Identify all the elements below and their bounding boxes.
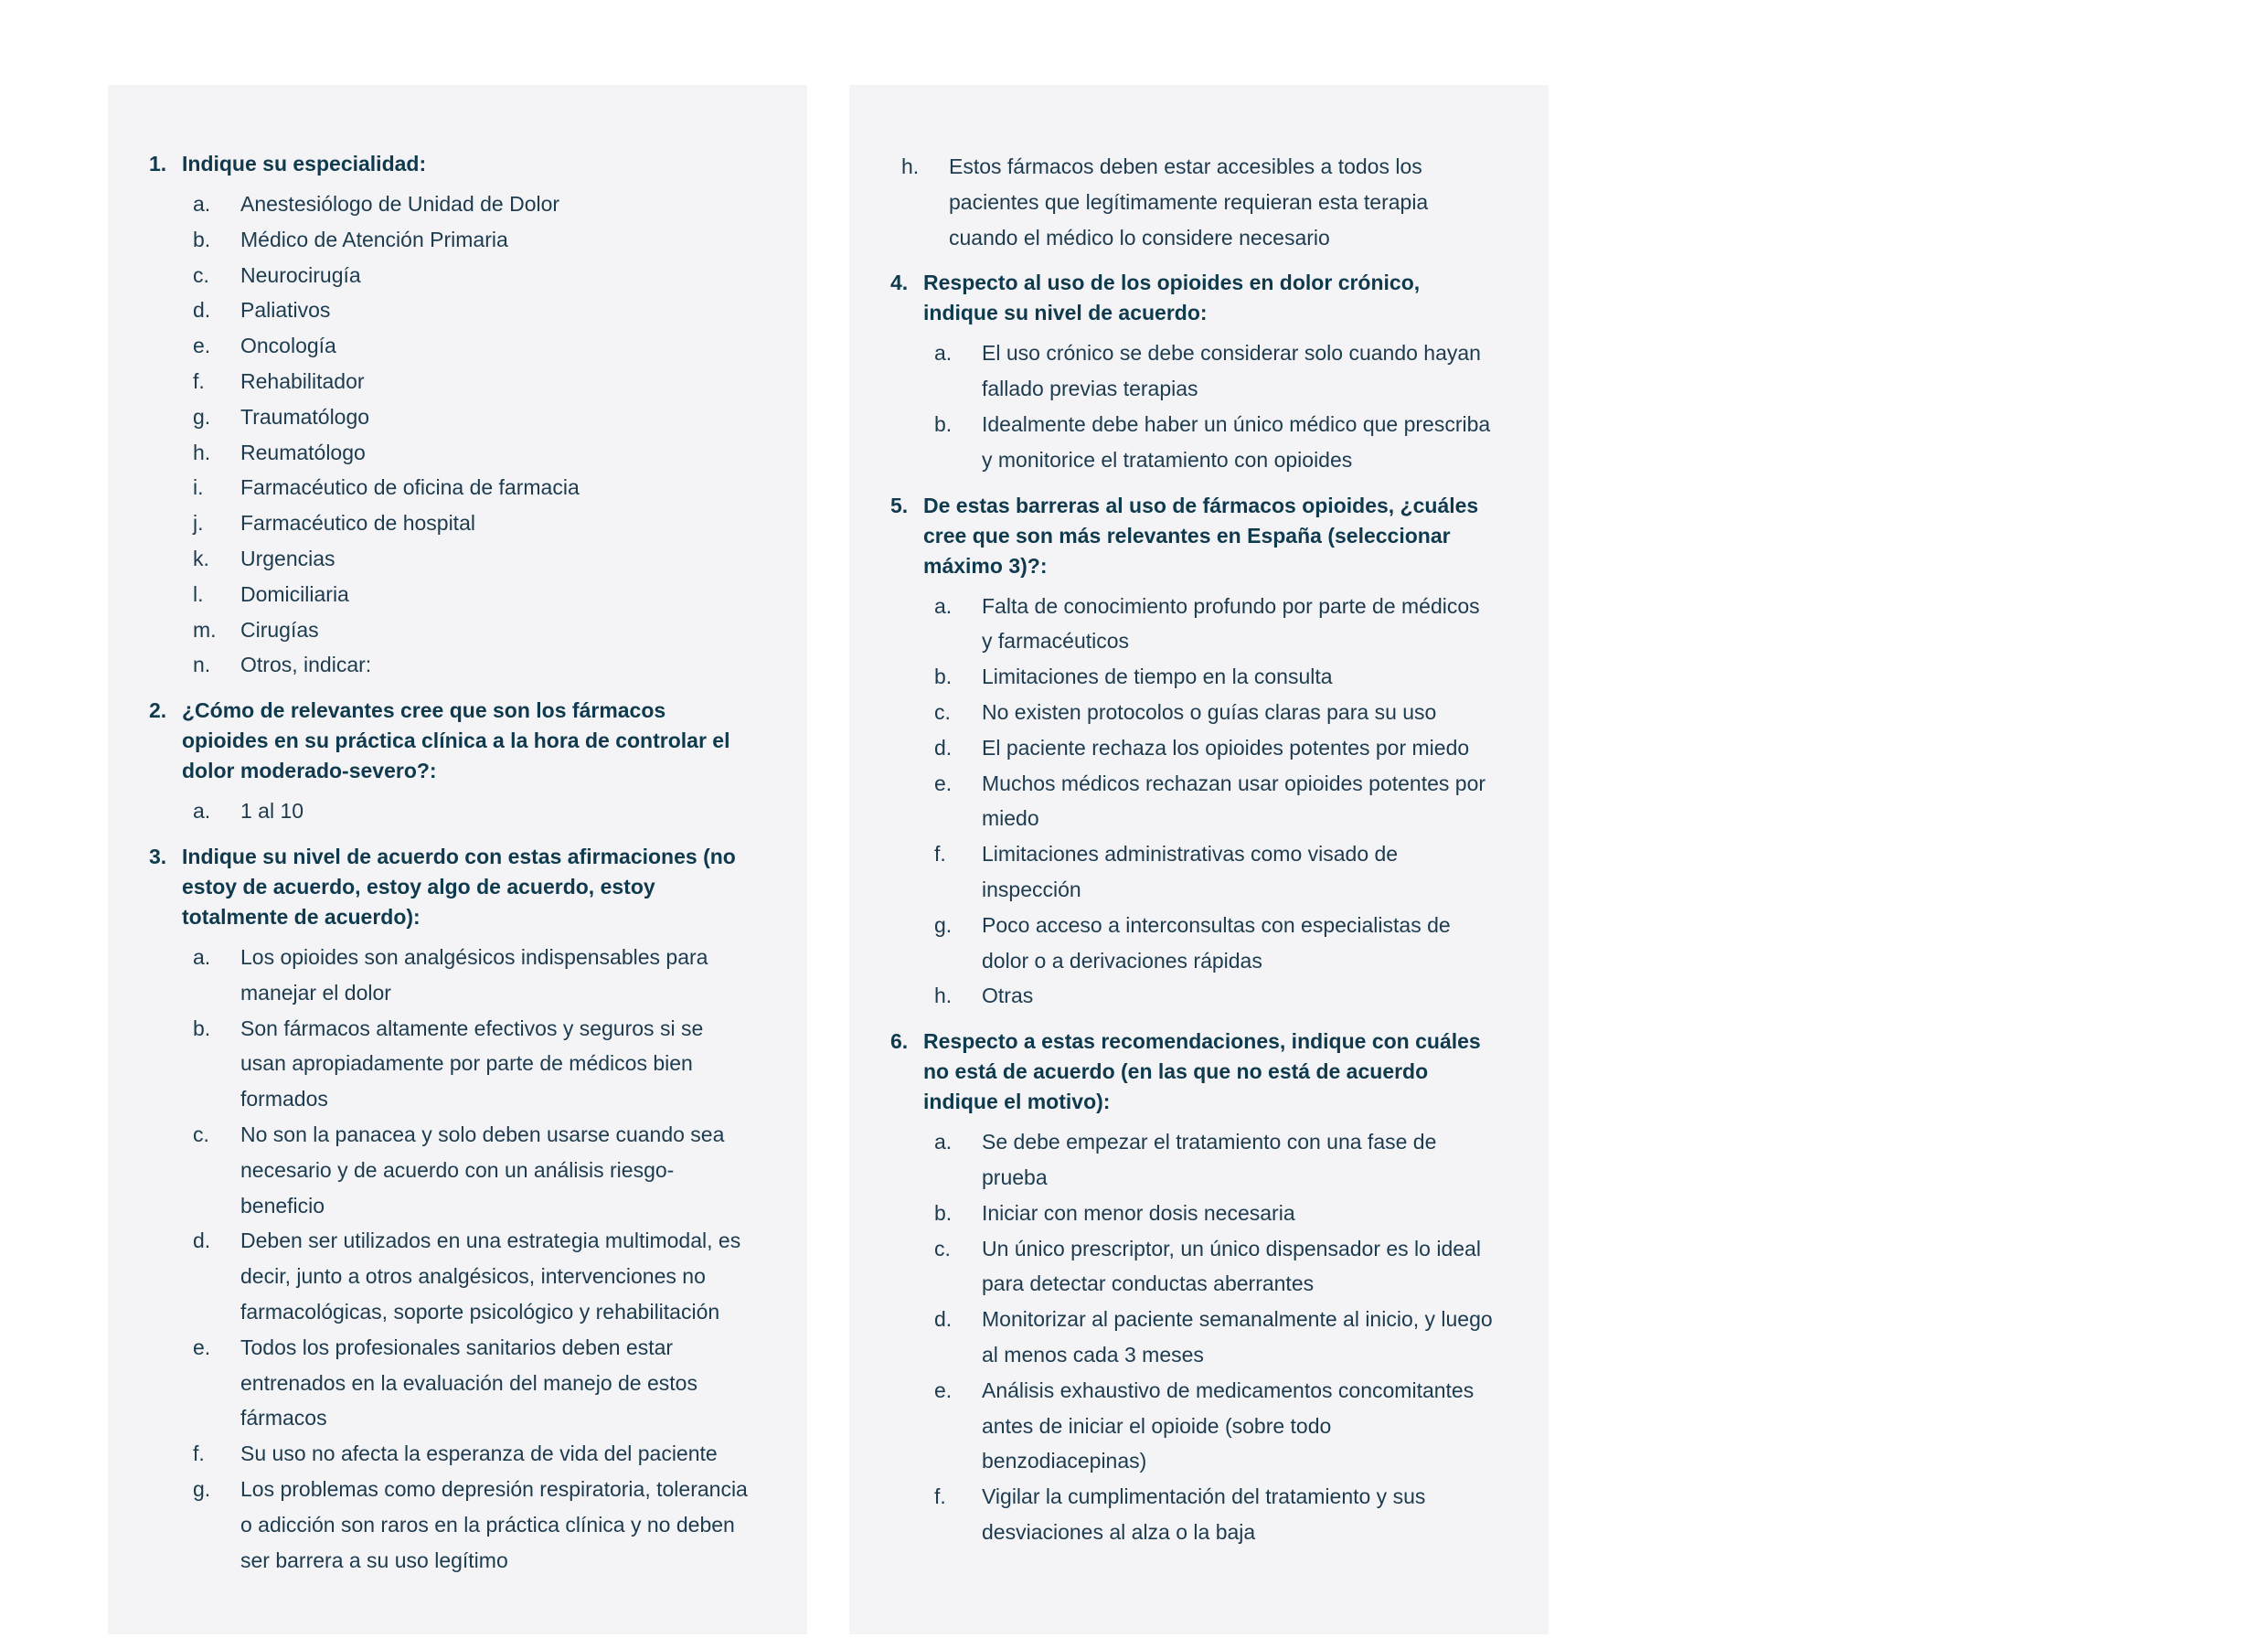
answer-option [182, 612, 752, 648]
answer-option [923, 1231, 1494, 1303]
option-letter: a. [193, 192, 211, 216]
option-text: Falta de conocimiento profundo por parte de médicos y farmacéuticos [982, 593, 1480, 654]
answer-option [923, 766, 1494, 837]
answer-option [923, 589, 1494, 660]
answer-option [182, 364, 752, 399]
option-letter: e. [193, 1335, 211, 1359]
option-letter: f. [934, 842, 946, 867]
option-text: Son fármacos altamente efectivos y seguros si se usan apropiadamente por parte de médicos bien formados [240, 1016, 704, 1112]
option-letter: g. [193, 404, 211, 429]
option-letter: b. [193, 1016, 211, 1040]
question-title: ¿Cómo de relevantes cree que son los fármacos opioides en su práctica clínica a la hora de controlar el dolor moderado-severo?: [182, 698, 730, 783]
option-text: Otras [982, 984, 1034, 1008]
option-letter: m. [193, 617, 217, 642]
option-text: Farmacéutico de oficina de farmacia [240, 475, 580, 500]
answer-option [923, 335, 1494, 407]
question-title: Indique su nivel de acuerdo con estas afirmaciones (no estoy de acuerdo, estoy algo de acuerdo, estoy totalmente de acuerdo): [182, 844, 736, 929]
option-text: Cirugías [240, 617, 319, 642]
option-text: Muchos médicos rechazan usar opioides potentes por miedo [982, 771, 1486, 831]
option-letter: h. [193, 440, 211, 464]
option-letter: e. [934, 771, 953, 795]
answer-option [923, 695, 1494, 730]
answer-option [182, 1472, 752, 1578]
option-text: Oncología [240, 334, 336, 358]
option-letter: i. [193, 475, 204, 500]
option-text: Vigilar la cumplimentación del tratamiento y sus desviaciones al alza o la baja [982, 1484, 1426, 1544]
option-letter: d. [193, 1228, 211, 1253]
option-text: No existen protocolos o guías claras para su uso [982, 699, 1437, 724]
answer-option [182, 399, 752, 435]
option-text: Los problemas como depresión respiratoria, tolerancia o adicción son raros en la práctica clínica y no deben ser barrera a su uso legítimo [240, 1476, 748, 1572]
option-letter: l. [193, 581, 204, 606]
option-letter: c. [193, 262, 209, 287]
option-letter: d. [934, 1307, 953, 1332]
answer-option [923, 659, 1494, 695]
answer-option [923, 978, 1494, 1014]
question-title: Indique su especialidad: [182, 152, 427, 176]
answer-option [182, 328, 752, 364]
answer-option [182, 222, 752, 258]
option-text: Se debe empezar el tratamiento con una fase de prueba [982, 1130, 1437, 1189]
option-text: El paciente rechaza los opioides potentes por miedo [982, 735, 1470, 760]
option-text: Neurocirugía [240, 262, 361, 287]
option-letter: f. [193, 368, 205, 393]
question-number: 1. [149, 152, 167, 176]
answer-option [923, 1373, 1494, 1479]
question-6 [890, 1026, 1494, 1550]
question-3 [149, 842, 752, 1578]
question-number: 3. [149, 844, 167, 868]
option-text: Idealmente debe haber un único médico que prescriba y monitorice el tratamiento con opioides [982, 411, 1491, 472]
option-letter: g. [934, 912, 953, 937]
option-letter: c. [934, 699, 951, 724]
option-letter: c. [934, 1236, 951, 1260]
option-letter: e. [934, 1377, 953, 1402]
option-letter: b. [934, 411, 953, 436]
answer-option [923, 1124, 1494, 1196]
option-text: Limitaciones de tiempo en la consulta [982, 665, 1333, 689]
question-number: 5. [890, 493, 909, 517]
option-text: Limitaciones administrativas como visado de inspección [982, 842, 1399, 901]
option-text: Traumatólogo [240, 404, 370, 429]
option-text: Farmacéutico de hospital [240, 511, 475, 536]
question-1 [149, 149, 752, 683]
option-text: Domiciliaria [240, 581, 349, 606]
option-text: Análisis exhaustivo de medicamentos concomitantes antes de iniciar el opioide (sobre todo benzodiacepinas) [982, 1377, 1475, 1473]
option-letter: c. [193, 1122, 209, 1146]
answer-option [182, 258, 752, 293]
option-letter: b. [934, 665, 953, 689]
option-letter: e. [193, 334, 211, 358]
left-column [108, 85, 807, 1634]
option-text: Los opioides son analgésicos indispensables para manejar el dolor [240, 944, 708, 1005]
option-text: Rehabilitador [240, 368, 365, 393]
option-letter: a. [193, 944, 211, 969]
answer-option [923, 908, 1494, 979]
option-letter: a. [934, 1130, 953, 1154]
option-text: Anestesiólogo de Unidad de Dolor [240, 192, 560, 216]
answer-option [182, 1223, 752, 1329]
answer-option [923, 1196, 1494, 1231]
answer-option [182, 470, 752, 505]
answer-option [182, 647, 752, 683]
option-text: No son la panacea y solo deben usarse cuando sea necesario y de acuerdo con un análisis riesgo-beneficio [240, 1122, 725, 1218]
option-letter: d. [193, 298, 211, 323]
option-text: Un único prescriptor, un único dispensador es lo ideal para detectar conductas aberrantes [982, 1236, 1481, 1296]
option-letter: h. [934, 984, 953, 1008]
option-letter: a. [193, 799, 211, 824]
right-column [849, 85, 1549, 1634]
option-text: Todos los profesionales sanitarios deben estar entrenados en la evaluación del manejo de estos fármacos [240, 1335, 697, 1431]
question-title: Respecto a estas recomendaciones, indique con cuáles no está de acuerdo (en las que no está de acuerdo indique el motivo): [923, 1029, 1481, 1114]
option-text: Reumatólogo [240, 440, 366, 464]
answer-option [923, 407, 1494, 478]
option-text: Deben ser utilizados en una estrategia multimodal, es decir, junto a otros analgésicos, intervenciones no farmacológicas, soporte psicológico y rehabilitación [240, 1228, 741, 1324]
question-2 [149, 696, 752, 829]
option-letter: a. [934, 341, 953, 366]
answer-option [923, 836, 1494, 908]
answer-option [182, 793, 752, 829]
option-letter: k. [193, 546, 209, 570]
option-letter: d. [934, 735, 953, 760]
answer-option [182, 1436, 752, 1472]
question-number: 2. [149, 698, 167, 723]
answer-option [182, 940, 752, 1011]
option-letter: g. [193, 1476, 211, 1501]
option-text: 1 al 10 [240, 799, 304, 824]
option-letter: b. [934, 1200, 953, 1225]
option-text: Monitorizar al paciente semanalmente al inicio, y luego al menos cada 3 meses [982, 1307, 1493, 1367]
option-text: Médico de Atención Primaria [240, 227, 508, 251]
option-text: Iniciar con menor dosis necesaria [982, 1200, 1295, 1225]
answer-option [182, 577, 752, 612]
answer-option [182, 505, 752, 541]
option-letter: f. [934, 1484, 946, 1509]
answer-option [182, 1117, 752, 1223]
option-letter: j. [193, 511, 204, 536]
option-letter: a. [934, 593, 953, 618]
option-letter: f. [193, 1441, 205, 1466]
question-title: Respecto al uso de los opioides en dolor crónico, indique su nivel de acuerdo: [923, 271, 1421, 325]
option-letter: b. [193, 227, 211, 251]
answer-option [182, 541, 752, 577]
answer-option [182, 1011, 752, 1117]
answer-option [182, 435, 752, 471]
option-text: El uso crónico se debe considerar solo cuando hayan fallado previas terapias [982, 341, 1481, 401]
option-text: Poco acceso a interconsultas con especialistas de dolor o a derivaciones rápidas [982, 912, 1451, 973]
option-letter: n. [193, 653, 211, 677]
option-text: Paliativos [240, 298, 331, 323]
answer-option [182, 186, 752, 222]
option-text: Estos fármacos deben estar accesibles a todos los pacientes que legítimamente requieran esta terapia cuando el médico lo considere necesario [949, 154, 1429, 250]
answer-option [923, 730, 1494, 766]
option-letter: h. [901, 154, 920, 178]
option-text: Otros, indicar: [240, 653, 372, 677]
question-5 [890, 491, 1494, 1015]
answer-option [923, 1479, 1494, 1550]
continuation-option [890, 149, 1494, 255]
option-text: Urgencias [240, 546, 335, 570]
question-title: De estas barreras al uso de fármacos opioides, ¿cuáles cree que son más relevantes en España (seleccionar máximo 3)?: [923, 493, 1479, 578]
answer-option [182, 292, 752, 328]
question-number: 6. [890, 1029, 909, 1054]
question-number: 4. [890, 271, 909, 295]
answer-option [923, 1302, 1494, 1373]
option-text: Su uso no afecta la esperanza de vida del paciente [240, 1441, 718, 1466]
answer-option [182, 1330, 752, 1436]
question-4 [890, 268, 1494, 477]
